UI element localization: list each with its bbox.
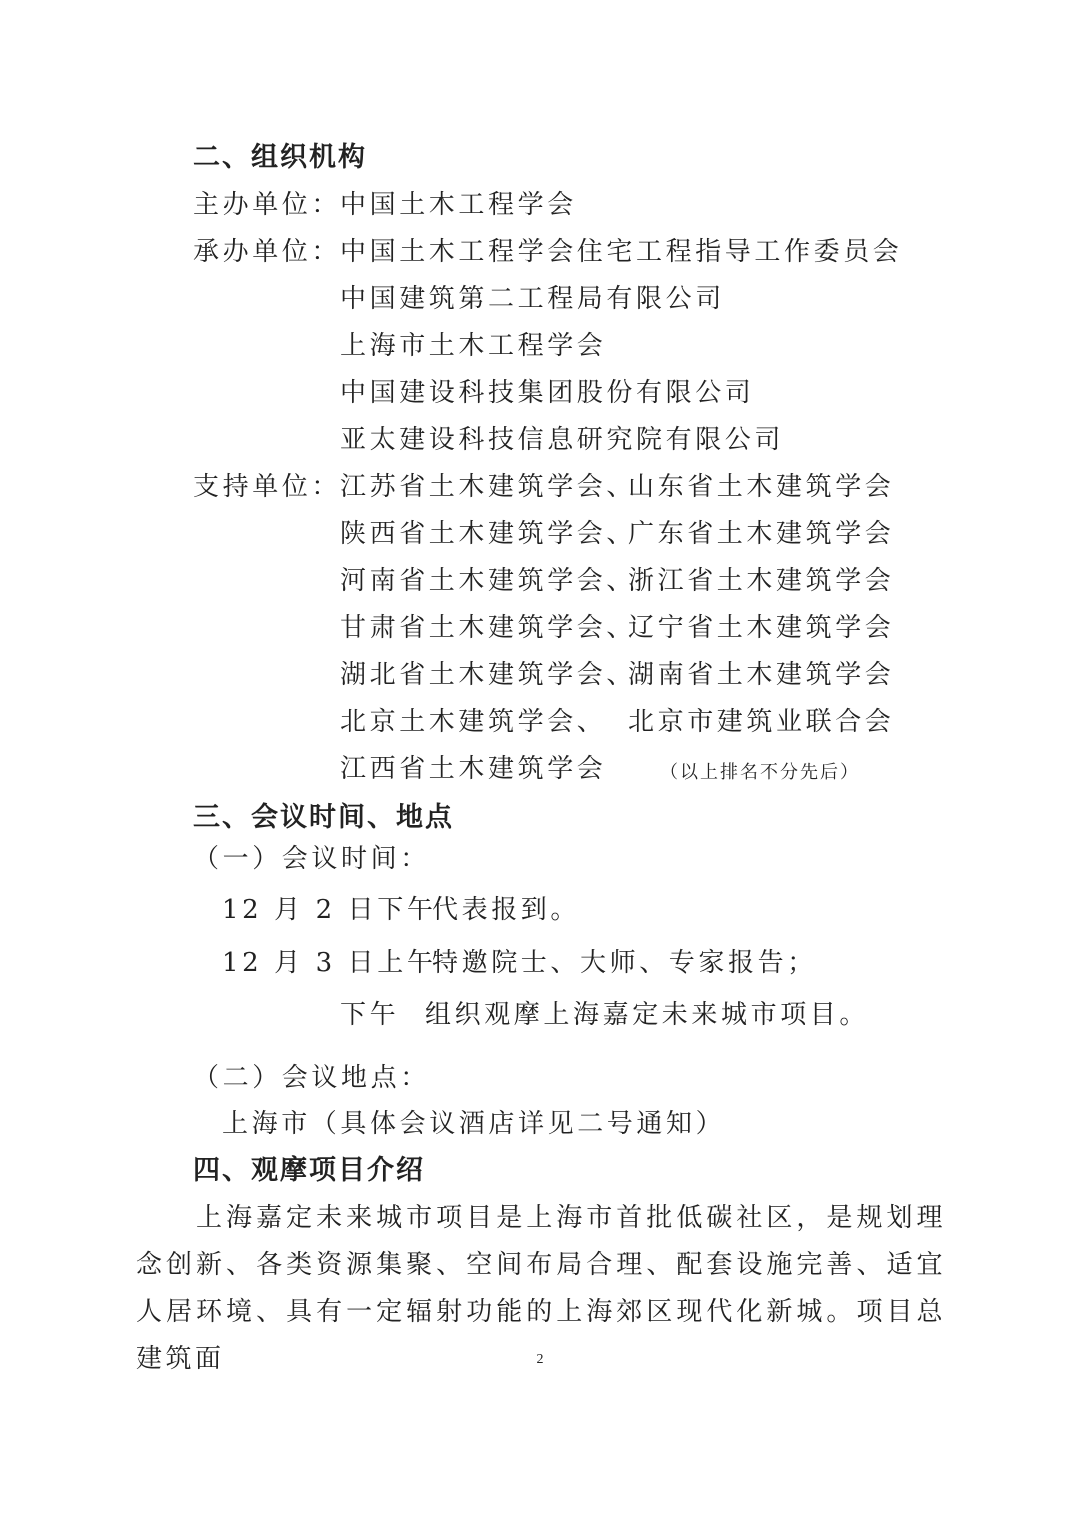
section-heading-organization: 二、组织机构	[193, 142, 367, 173]
support-unit: 江苏省土木建筑学会、	[340, 472, 637, 502]
support-unit: 陕西省土木建筑学会、	[340, 519, 637, 549]
page-number: 2	[536, 1352, 544, 1367]
support-unit: 湖南省土木建筑学会	[628, 660, 895, 690]
organizer-unit: 中国建设科技集团股份有限公司	[340, 378, 755, 408]
organizer-unit: 中国建筑第二工程局有限公司	[340, 284, 725, 314]
support-unit: 广东省土木建筑学会	[628, 519, 895, 549]
support-unit: 山东省土木建筑学会	[628, 472, 895, 502]
schedule-item: 代表报到。	[432, 895, 581, 925]
organizer-unit: 亚太建设科技信息研究院有限公司	[340, 425, 785, 455]
schedule-date: 12 月 2 日下午	[222, 895, 437, 925]
support-unit: 辽宁省土木建筑学会	[628, 613, 895, 643]
support-unit: 湖北省土木建筑学会、	[340, 660, 637, 690]
organizer-unit: 上海市土木工程学会	[340, 331, 607, 361]
host-unit: 中国土木工程学会	[340, 190, 577, 220]
place-value: 上海市（具体会议酒店详见二号通知）	[222, 1109, 726, 1139]
host-label: 主办单位：	[193, 190, 342, 220]
schedule-date: 12 月 3 日上午	[222, 948, 437, 978]
support-unit: 北京市建筑业联合会	[628, 707, 895, 737]
support-unit: 江西省土木建筑学会	[340, 754, 607, 784]
support-note: （以上排名不分先后）	[660, 762, 860, 783]
section-heading-project: 四、观摩项目介绍	[193, 1155, 425, 1186]
support-unit: 北京土木建筑学会、	[340, 707, 607, 737]
time-label: （一）会议时间：	[193, 844, 430, 874]
schedule-item: 特邀院士、大师、专家报告；	[432, 948, 817, 978]
support-unit: 浙江省土木建筑学会	[628, 566, 895, 596]
project-paragraph: 上海嘉定未来城市项目是上海市首批低碳社区，是规划理念创新、各类资源集聚、空间布局合理、配套设施完善、适宜人居环境、具有一定辐射功能的上海郊区现代化新城。项目总建筑面	[136, 1203, 946, 1374]
support-unit: 河南省土木建筑学会、	[340, 566, 637, 596]
support-label: 支持单位：	[193, 472, 342, 502]
organizer-unit: 中国土木工程学会住宅工程指导工作委员会	[340, 237, 903, 267]
organizer-label: 承办单位：	[193, 237, 342, 267]
section-heading-time-place: 三、会议时间、地点	[193, 802, 454, 833]
support-unit: 甘肃省土木建筑学会、	[340, 613, 637, 643]
schedule-item: 组织观摩上海嘉定未来城市项目。	[425, 1000, 870, 1030]
place-label: （二）会议地点：	[193, 1063, 430, 1093]
schedule-date: 下午	[340, 1000, 400, 1030]
